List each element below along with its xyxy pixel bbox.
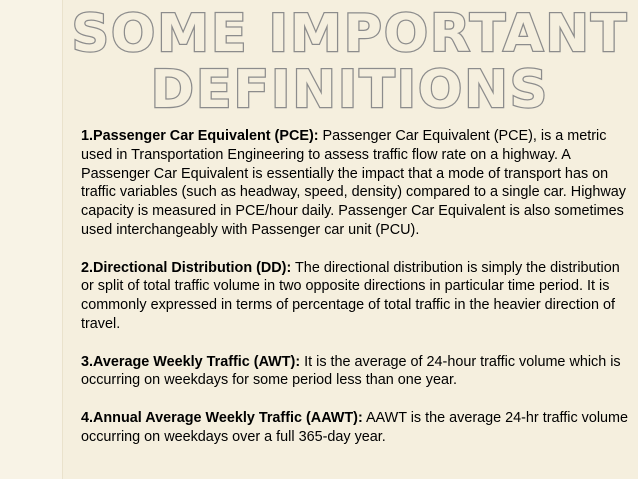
definition-term: 1.Passenger Car Equivalent (PCE): [81,128,319,144]
definition-text: The directional distribution is simply the distribution or split of total traffic volume in two opposite directions in particular time period. It is commonly expressed in terms of percentage of total traffic in the heavier direction of travel. [81,259,620,332]
definition-term: 4.Annual Average Weekly Traffic (AAWT): [81,409,363,426]
definition-pce [81,127,631,240]
slide-title-line-2: DEFINITIONS [150,60,550,120]
slide-title [62,0,638,120]
definition-text: Passenger Car Equivalent (PCE), is a metric used in Transportation Engineering to assess traffic flow rate on a highway. A Passenger Car Equivalent is essentially the impact that a mode of transport has on traffic variables (such as headway, speed, density) compared to a single car. Highway capacity is measured in PCE/hour daily. Passenger Car Equivalent is also sometimes used interchangeably with Passenger car unit (PCU). [81,128,626,238]
definition-aawt [81,409,631,447]
definition-text: AAWT is the average 24-hr traffic volume occurring on weekdays over a full 365-day year. [81,409,629,445]
definition-term: 2.Directional Distribution (DD): [81,259,292,276]
definition-awt [81,353,631,391]
slide-left-margin-bar [0,0,63,479]
definitions-list [81,127,631,447]
slide-title-line-1: SOME IMPORTANT [71,4,629,64]
definition-dd [81,259,631,334]
definition-text: It is the average of 24-hour traffic volume which is occurring on weekdays for some period less than one year. [81,353,621,389]
definition-term: 3.Average Weekly Traffic (AWT): [81,353,301,370]
